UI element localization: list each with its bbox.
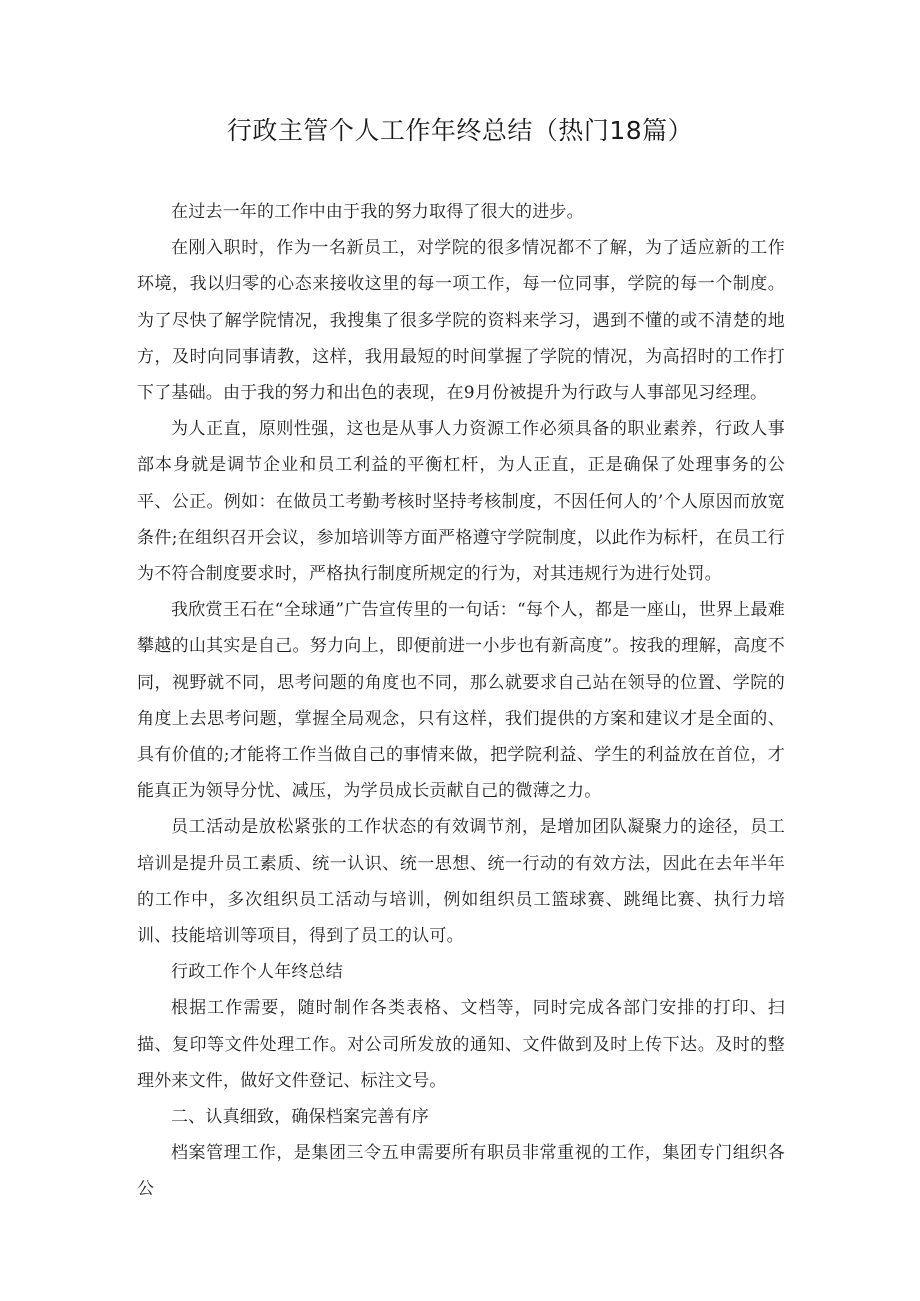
paragraph-documents: 根据工作需要，随时制作各类表格、文档等，同时完成各部门安排的打印、扫描、复印等文件处理工作。对公司所发放的通知、文件做到及时上传下达。及时的整理外来文件，做好文件登记、标注文号。 — [137, 998, 785, 1091]
paragraph-quote: 我欣赏王石在“全球通”广告宣传里的一句话：“每个人，都是一座山，世界上最难攀越的山其实是自己。努力向上，即便前进一小步也有新高度”。按我的理解，高度不同，视野就不同，思考问题的角度也不同，那么就要求自己站在领导的位置、学院的角度上去思考问题，掌握全局观念，只有这样，我们提供的方案和建议才是全面的、具有价值的;才能将工作当做自己的事情来做，把学院利益、学生的利益放在首位，才能真正为领导分忧、减压，为学员成长贡献自己的微薄之力。 — [137, 600, 785, 802]
section-heading-archives: 二、认真细致，确保档案完善有序 — [171, 1107, 429, 1128]
paragraph-activities: 员工活动是放松紧张的工作状态的有效调节剂，是增加团队凝聚力的途径，员工培训是提升员工素质、统一认识、统一思想、统一行动的有效方法，因此在去年半年的工作中，多次组织员工活动与培训，例如组织员工篮球赛、跳绳比赛、执行力培训、技能培训等项目，得到了员工的认可。 — [137, 817, 785, 947]
paragraph-archives: 档案管理工作，是集团三令五申需要所有职员非常重视的工作，集团专门组织各公 — [137, 1143, 785, 1200]
section-heading: 行政工作个人年终总结 — [171, 962, 343, 983]
paragraph-intro: 在过去一年的工作中由于我的努力取得了很大的进步。 — [171, 202, 584, 222]
document-body — [137, 194, 785, 1208]
document-title: 行政主管个人工作年终总结（热门18篇） — [226, 116, 694, 145]
paragraph-integrity: 为人正直，原则性强，这也是从事人力资源工作必须具备的职业素养，行政人事部本身就是调节企业和员工利益的平衡杠杆，为人正直，正是确保了处理事务的公平、公正。例如：在做员工考勤考核时坚持考核制度，不因任何人的’个人原因而放宽条件;在组织召开会议，参加培训等方面严格遵守学院制度，以此作为标杆，在员工行为不符合制度要求时，严格执行制度所规定的行为，对其违规行为进行处罚。 — [137, 419, 785, 585]
paragraph-onboarding: 在刚入职时，作为一名新员工，对学院的很多情况都不了解，为了适应新的工作环境，我以归零的心态来接收这里的每一项工作，每一位同事，学院的每一个制度。为了尽快了解学院情况，我搜集了很多学院的资料来学习，遇到不懂的或不清楚的地方，及时向同事请教，这样，我用最短的时间掌握了学院的情况，为高招时的工作打下了基础。由于我的努力和出色的表现，在9月份被提升为行政与人事部见习经理。 — [137, 238, 785, 404]
